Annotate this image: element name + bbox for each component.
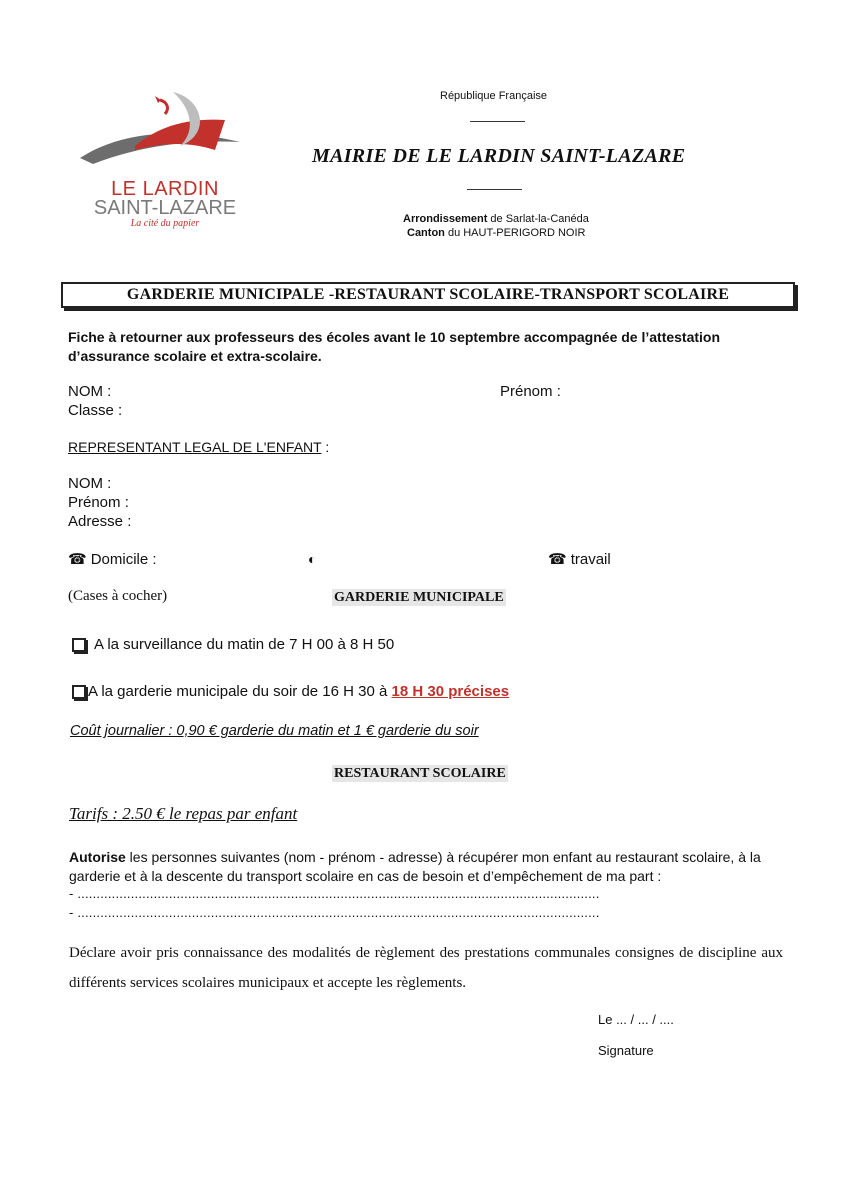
mairie-title: MAIRIE DE LE LARDIN SAINT-LAZARE — [312, 145, 686, 167]
autorise-text: les personnes suivantes (nom - prénom - adresse) à récupérer mon enfant au restaurant scolaire, à la garderie et à la descente du transport scolaire en cas de besoin et d’empêchement de ma part : — [69, 849, 761, 884]
option-soir-label: A la garderie municipale du soir de 16 H 30 à — [88, 683, 392, 700]
legal-prenom-field[interactable]: Prénom : — [68, 494, 129, 511]
date-field[interactable]: Le ... / ... / .... — [598, 1012, 674, 1027]
header-divider — [467, 189, 522, 190]
option-matin[interactable] — [72, 636, 394, 653]
option-soir-highlight: 18 H 30 précises — [391, 683, 510, 700]
option-soir[interactable] — [72, 683, 509, 700]
header-divider — [470, 121, 525, 122]
republique-label: République Française — [440, 90, 548, 102]
legal-representative-heading — [68, 439, 329, 455]
declaration-text: Déclare avoir pris connaissance des modalités de règlement des prestations communales consignes de discipline aux différents services scolaires municipaux et accepte les règlements. — [69, 945, 783, 991]
autorise-label: Autorise — [69, 849, 126, 865]
phone-domicile-field[interactable] — [68, 550, 157, 568]
legal-nom-field[interactable]: NOM : — [68, 475, 112, 492]
cases-note: (Cases à cocher) — [68, 588, 168, 604]
restaurant-heading: RESTAURANT SCOLAIRE — [334, 766, 506, 781]
arrondissement-label: Arrondissement — [403, 213, 488, 225]
garderie-heading-wrap — [332, 588, 506, 606]
phone-travail-label: travail — [570, 551, 611, 568]
canton-value: du HAUT-PERIGORD NOIR — [444, 227, 586, 239]
child-prenom-field[interactable]: Prénom : — [500, 383, 561, 400]
legal-heading-text: REPRESENTANT LEGAL DE L'ENFANT — [68, 439, 322, 455]
child-nom-field[interactable]: NOM : — [68, 383, 112, 400]
option-matin-label: A la surveillance du matin de 7 H 00 à 8 H 50 — [94, 636, 395, 653]
logo-line1: LE LARDIN — [111, 178, 219, 200]
logo-line2: SAINT-LAZARE — [93, 197, 237, 219]
autorise-paragraph — [69, 848, 799, 886]
phone-icon: ☎ — [68, 551, 87, 568]
canton-line — [407, 227, 585, 239]
municipal-logo — [75, 80, 255, 230]
autorise-line-1[interactable]: - ......................................................................................................................................... — [69, 886, 600, 901]
intro-text: Fiche à retourner aux professeurs des écoles avant le 10 septembre accompagnée de l’attestation d’assurance scolaire et extra-scolaire. — [68, 329, 721, 364]
soir-checkbox[interactable] — [72, 685, 86, 699]
phone-domicile-label: Domicile : — [90, 551, 157, 568]
canton-label: Canton — [407, 227, 445, 239]
logo-tagline: La cité du papier — [130, 218, 200, 229]
legal-adresse-field[interactable]: Adresse : — [68, 513, 132, 530]
matin-checkbox[interactable] — [72, 638, 86, 652]
signature-field[interactable]: Signature — [598, 1043, 654, 1058]
tarifs: Tarifs : 2.50 € le repas par enfant — [69, 804, 298, 823]
cout-journalier: Coût journalier : 0,90 € garderie du matin et 1 € garderie du soir — [70, 723, 479, 739]
mobile-icon[interactable]: ◐ — [308, 551, 317, 567]
phone-icon: ☎ — [548, 551, 567, 568]
logo-emblem-icon — [75, 80, 255, 175]
arrondissement-value: de Sarlat-la-Canéda — [487, 213, 589, 225]
form-title: GARDERIE MUNICIPALE -RESTAURANT SCOLAIRE-TRANSPORT SCOLAIRE — [61, 282, 795, 308]
autorise-line-2[interactable]: - ......................................................................................................................................... — [69, 905, 600, 920]
child-classe-field[interactable]: Classe : — [68, 402, 123, 419]
arrondissement-line — [403, 213, 589, 225]
legal-heading-suffix: : — [321, 439, 330, 455]
phone-travail-field[interactable] — [548, 550, 611, 568]
garderie-heading: GARDERIE MUNICIPALE — [334, 590, 504, 605]
restaurant-heading-wrap — [332, 764, 508, 782]
